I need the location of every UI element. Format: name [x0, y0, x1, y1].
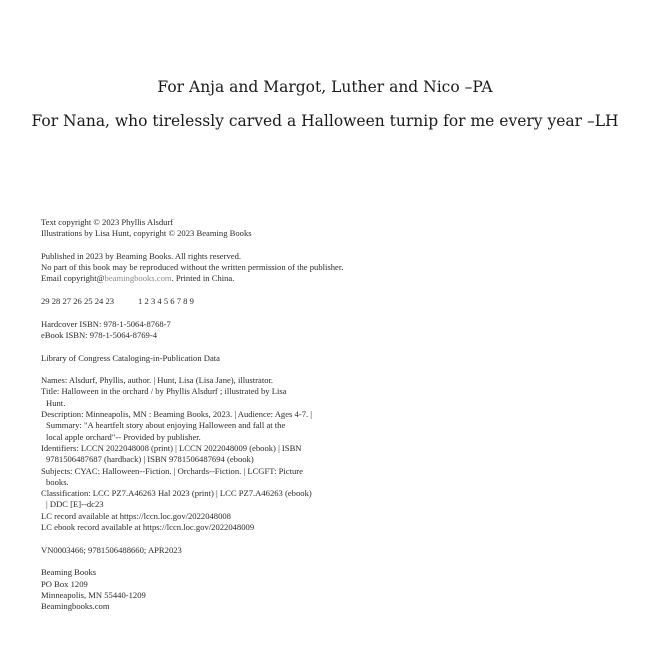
publisher-name: Beaming Books	[41, 567, 97, 578]
cip-summary: Summary: "A heartfelt story about enjoying Halloween and fall at the	[46, 420, 286, 431]
dedication-illustrator: For Nana, who tirelessly carved a Halloween turnip for me every year –LH	[31, 112, 619, 130]
email-suffix: . Printed in China.	[171, 273, 235, 284]
email-domain-link[interactable]: beamingbooks.com	[104, 273, 172, 284]
ebook-isbn: eBook ISBN: 978-1-5064-8769-4	[41, 329, 158, 340]
reproduction-notice: No part of this book may be reproduced without the written permission of the publisher.	[41, 262, 344, 273]
published-notice: Published in 2023 by Beaming Books. All rights reserved.	[41, 250, 242, 261]
cip-identifiers-continued: 9781506487687 (hardback) | ISBN 9781506487694 (ebook)	[46, 454, 254, 465]
illustrations-copyright: Illustrations by Lisa Hunt, copyright © 2023 Beaming Books	[41, 228, 252, 239]
cip-subjects-continued: books.	[46, 476, 69, 487]
lc-ebook-record: LC ebook record available at https://lccn.loc.gov/2022048009	[41, 522, 255, 533]
publisher-website: Beamingbooks.com	[41, 601, 110, 612]
copyright-block	[41, 217, 601, 612]
cip-title-continued: Hunt.	[46, 397, 66, 408]
dedication-author: For Anja and Margot, Luther and Nico –PA	[157, 78, 493, 96]
cip-subjects: Subjects: CYAC: Halloween--Fiction. | Orchards--Fiction. | LCGFT: Picture	[41, 465, 303, 476]
cip-title: Library of Congress Cataloging-in-Publication Data	[41, 352, 220, 363]
vn-code: VN0003466; 9781506488660; APR2023	[41, 544, 182, 555]
lc-record: LC record available at https://lccn.loc.gov/2022048008	[41, 510, 231, 521]
text-copyright: Text copyright © 2023 Phyllis Alsdurf	[41, 217, 174, 227]
printing-years: 29 28 27 26 25 24 23	[41, 296, 115, 307]
cip-description: Description: Minneapolis, MN : Beaming Books, 2023. | Audience: Ages 4-7. |	[41, 409, 313, 420]
cip-summary-continued: local apple orchard"-- Provided by publisher.	[46, 431, 201, 442]
hardcover-isbn: Hardcover ISBN: 978-1-5064-8768-7	[41, 318, 171, 329]
publisher-po-box: PO Box 1209	[41, 578, 88, 589]
cip-classification-continued: | DDC [E]--dc23	[46, 499, 104, 510]
publisher-city: Minneapolis, MN 55440-1209	[41, 589, 146, 600]
cip-names: Names: Alsdurf, Phyllis, author. | Hunt, Lisa (Lisa Jane), illustrator.	[41, 375, 274, 386]
cip-classification: Classification: LCC PZ7.A46263 Hal 2023 (print) | LCC PZ7.A46263 (ebook)	[41, 488, 312, 499]
printing-numbers: 1 2 3 4 5 6 7 8 9	[138, 296, 194, 307]
cip-identifiers: Identifiers: LCCN 2022048008 (print) | LCCN 2022048009 (ebook) | ISBN	[41, 442, 302, 453]
email-line	[41, 273, 601, 284]
email-prefix: Email copyright@	[41, 273, 105, 284]
printing-line	[41, 296, 601, 307]
cip-title-line: Title: Halloween in the orchard / by Phyllis Alsdurf ; illustrated by Lisa	[41, 386, 287, 397]
